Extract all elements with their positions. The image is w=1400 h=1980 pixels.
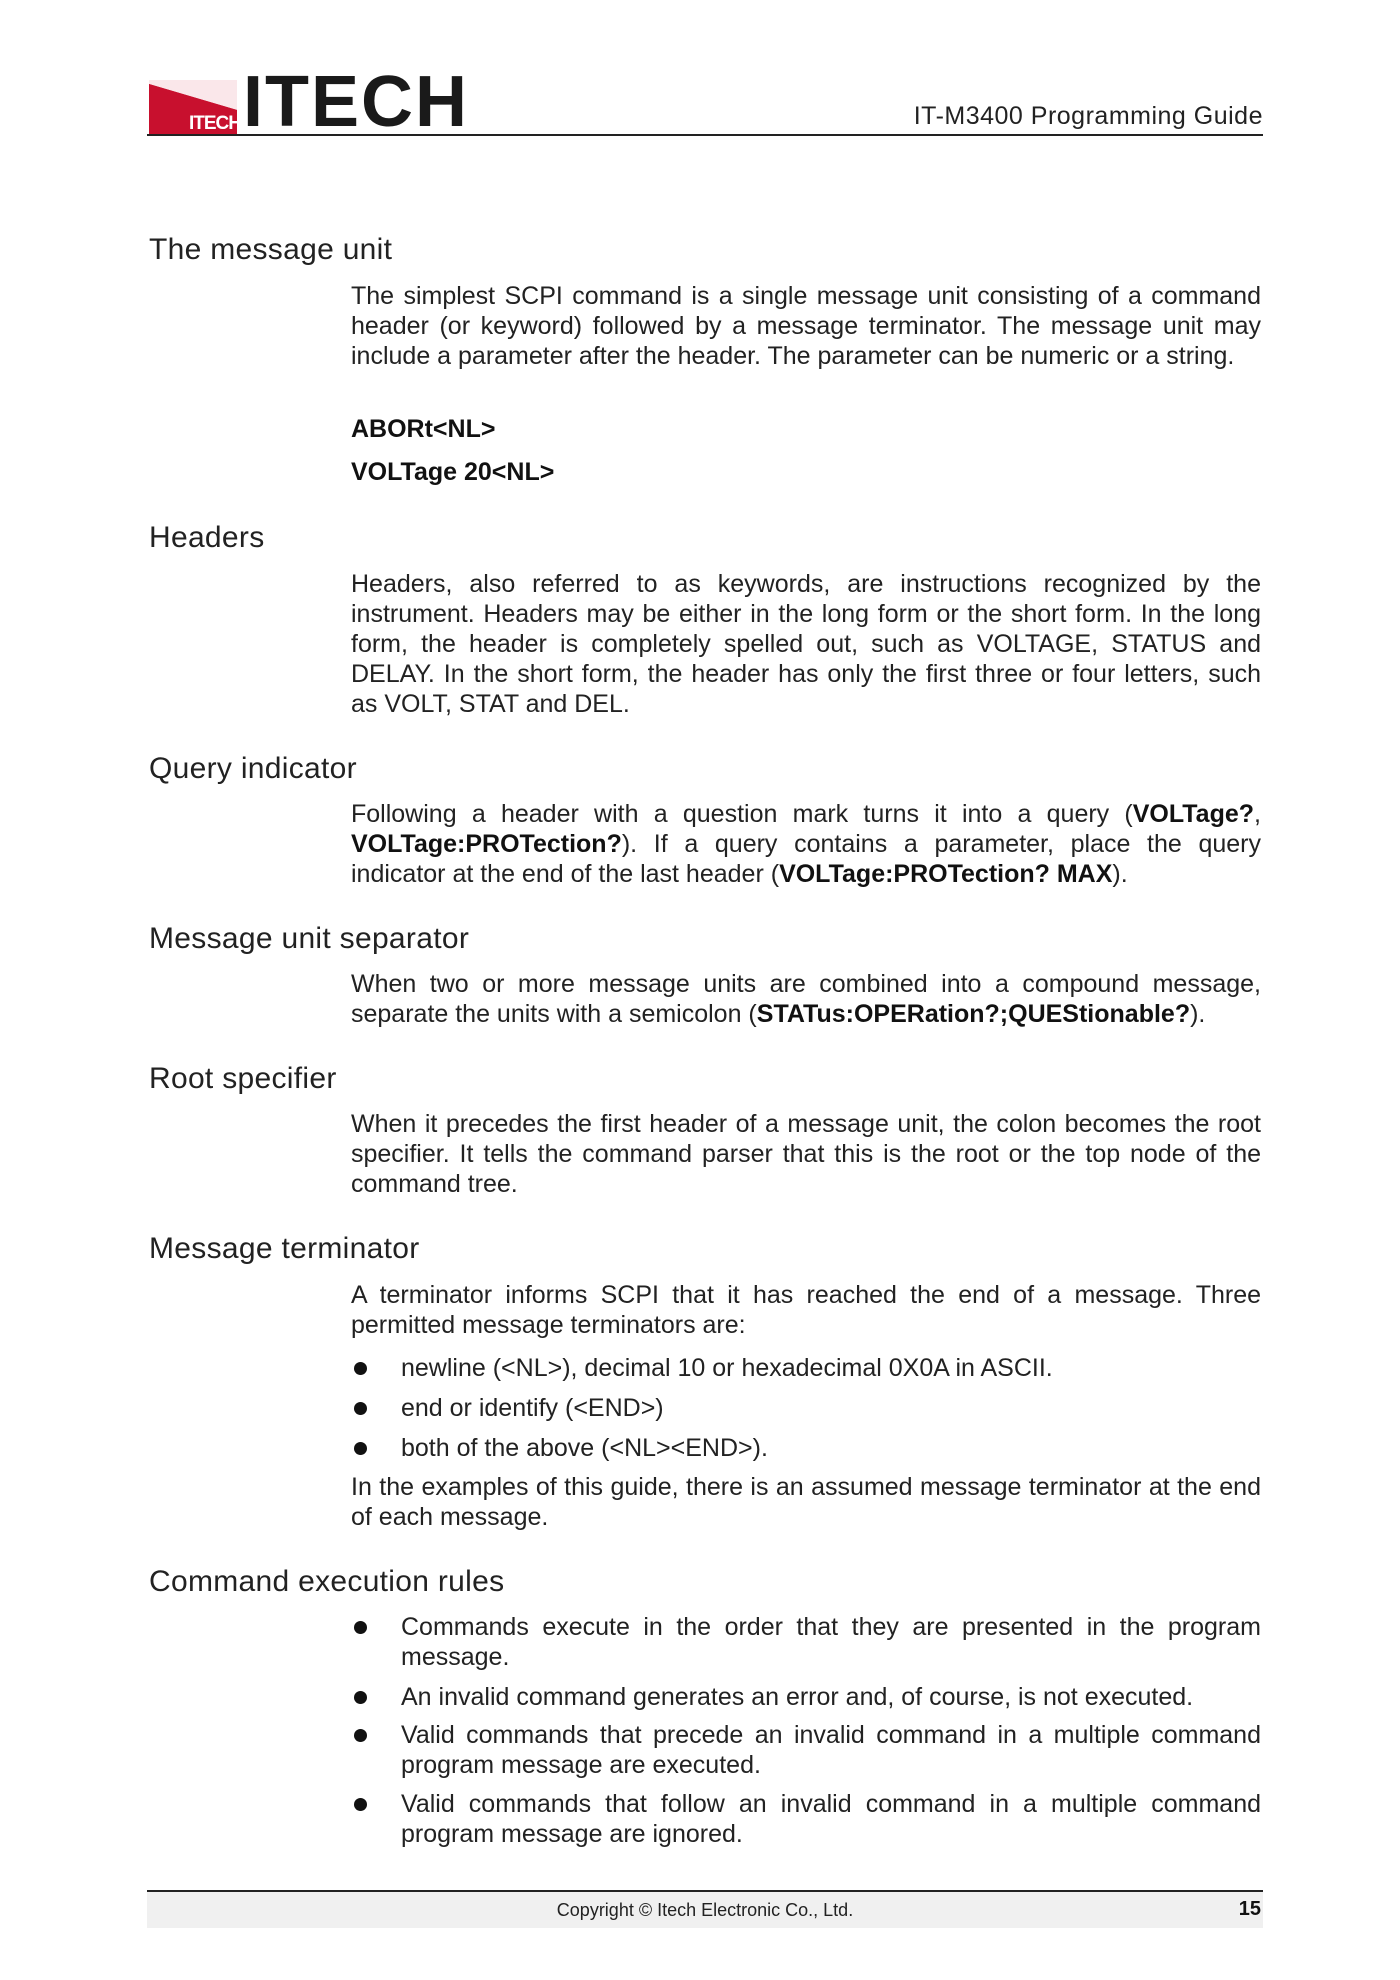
- document-title: IT-M3400 Programming Guide: [913, 102, 1263, 130]
- paragraph-terminator-outro: In the examples of this guide, there is an assumed message terminator at the end of each message.: [351, 1473, 1261, 1531]
- bullet-icon: [354, 1691, 367, 1704]
- example-command-voltage: VOLTage 20<NL>: [351, 458, 555, 486]
- logo-mark-text: ITECH: [189, 113, 241, 134]
- logo-wordmark: ITECH: [243, 62, 469, 142]
- heading-command-execution-rules: Command execution rules: [149, 1565, 505, 1598]
- paragraph-headers: Headers, also referred to as keywords, are instructions recognized by the instrument. Headers may be either in the long form or the short form. In the long form, the header is completely spelled out, such as VOLTAGE, STATUS and DELAY. In the short form, the header has only the first three or four letters, such as VOLT, STAT and DEL.: [351, 570, 1261, 718]
- bullet-icon: [354, 1402, 367, 1415]
- bullet-icon: [354, 1621, 367, 1634]
- bullet-icon: [354, 1798, 367, 1811]
- paragraph-separator: When two or more message units are combined into a compound message, separate the units with a semicolon (STATus:OPERation?;QUEStionable?).: [351, 970, 1261, 1028]
- separator-example: STATus:OPERation?;QUEStionable?: [756, 1000, 1191, 1028]
- page-footer: [147, 1890, 1263, 1928]
- paragraph-root-specifier: When it precedes the first header of a message unit, the colon becomes the root specifier. It tells the command parser that this is the root or the top node of the command tree.: [351, 1110, 1261, 1198]
- heading-message-unit-separator: Message unit separator: [149, 922, 470, 955]
- heading-root-specifier: Root specifier: [149, 1062, 337, 1095]
- bullet-icon: [354, 1729, 367, 1742]
- heading-query-indicator: Query indicator: [149, 752, 357, 785]
- heading-message-terminator: Message terminator: [149, 1232, 420, 1265]
- query-example-3: VOLTage:PROTection? MAX: [779, 860, 1113, 888]
- page-header: [147, 62, 1263, 142]
- page-number: 15: [1238, 1898, 1261, 1920]
- example-command-abort: ABORt<NL>: [351, 415, 496, 443]
- heading-message-unit: The message unit: [149, 233, 393, 266]
- copyright-text: Copyright © Itech Electronic Co., Ltd.: [556, 1900, 854, 1920]
- bullet-icon: [354, 1362, 367, 1375]
- bullet-icon: [354, 1442, 367, 1455]
- query-example-1: VOLTage?: [1132, 800, 1255, 828]
- paragraph-message-unit: The simplest SCPI command is a single message unit consisting of a command header (or keyword) followed by a message terminator. The message unit may include a parameter after the header. The parameter can be numeric or a string.: [351, 282, 1261, 370]
- paragraph-terminator-intro: A terminator informs SCPI that it has reached the end of a message. Three permitted message terminators are:: [351, 1281, 1261, 1339]
- paragraph-query-indicator: Following a header with a question mark turns it into a query (VOLTage?, VOLTage:PROTection?). If a query contains a parameter, place the query indicator at the end of the last header (VOLTage:PROTection? MAX).: [351, 800, 1261, 888]
- heading-headers: Headers: [149, 521, 265, 554]
- query-example-2: VOLTage:PROTection?: [351, 830, 622, 858]
